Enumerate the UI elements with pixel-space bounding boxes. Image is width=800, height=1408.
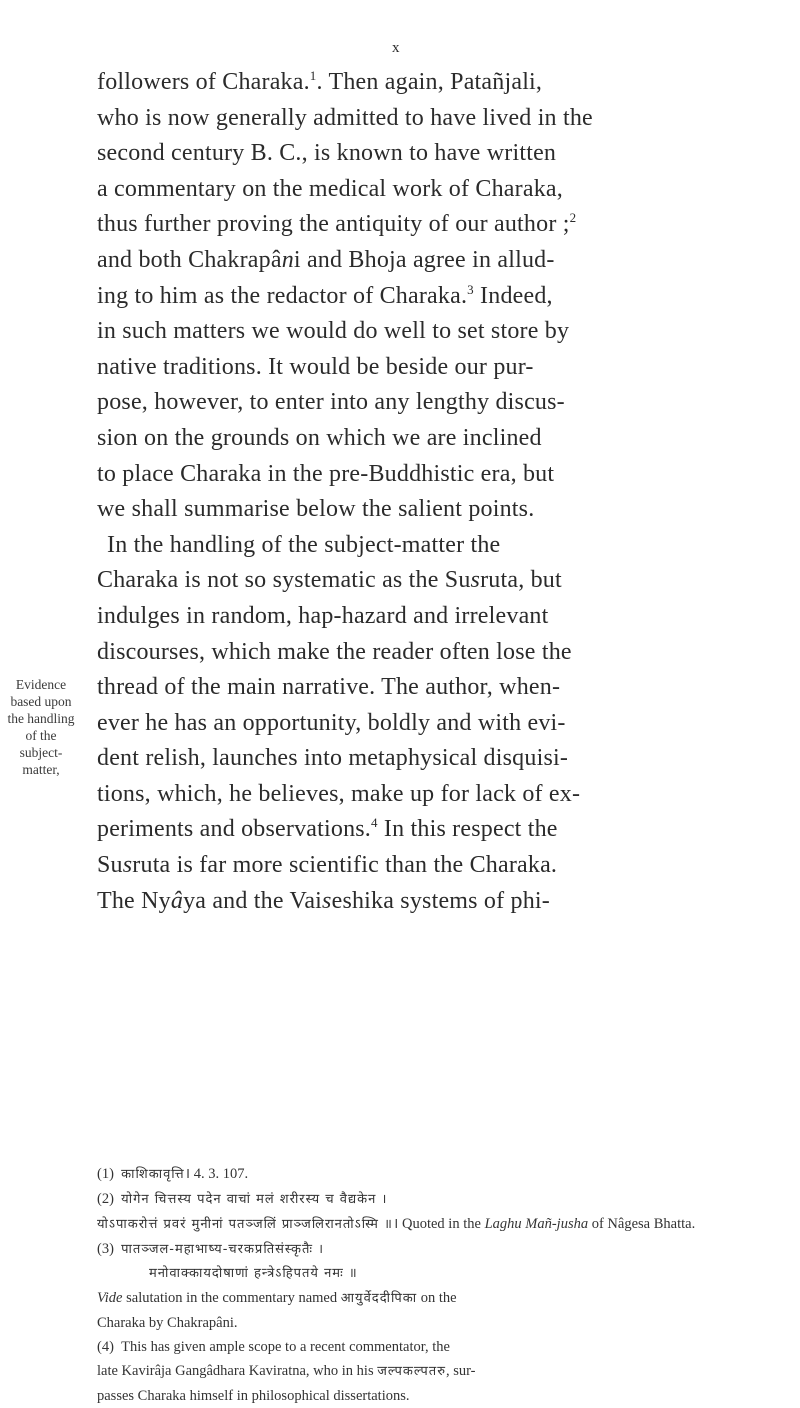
margin-note-line: of the subject- xyxy=(19,728,63,760)
text-line: native traditions. It would be beside our pur- xyxy=(97,353,534,380)
footnote-3-end: Charaka by Chakrapâni. xyxy=(97,1315,238,1331)
footnote-2: (2) योगेन चित्तस्य पदेन वाचां मलं शरीरस्य च वैद्यकेन । xyxy=(97,1191,388,1207)
footnotes xyxy=(97,1162,727,1408)
text-line: dent relish, launches into metaphysical disquisi- xyxy=(97,745,569,772)
margin-note-line: matter, xyxy=(22,762,60,777)
main-text xyxy=(97,65,727,919)
footnote-mark: 4 xyxy=(371,815,378,831)
footnote-mark: 3 xyxy=(467,281,474,297)
footnote-2-cont: योऽपाकरोत्तं प्रवरं मुनीनां पतञ्जलिं प्राञ्जलिरानतोऽस्मि ॥। Quoted in the Laghu Mañ-jusha of Nâgesa Bhatta. xyxy=(97,1216,696,1232)
text-line: indulges in random, hap-hazard and irrelevant xyxy=(97,602,549,629)
footnote-3: (3) पातञ्जल-महाभाष्य-चरकप्रतिसंस्कृतैः । xyxy=(97,1241,325,1257)
page-number: x xyxy=(392,40,401,56)
footnote-3-note: Vide salutation in the commentary named आयुर्वेददीपिका on the xyxy=(97,1290,457,1306)
footnote-4-end: passes Charaka himself in philosophical dissertations. xyxy=(97,1388,410,1404)
text-line: followers of Charaka.$^1$. Then again, Patañjali, xyxy=(97,68,543,95)
text-line: a commentary on the medical work of Charaka, xyxy=(97,175,563,202)
text-line: The Nyâya and the Vaiseshika systems of phi- xyxy=(97,887,550,914)
text-line: we shall summarise below the salient points. xyxy=(97,496,535,523)
text-line: periments and observations.$^4$ In this respect the xyxy=(97,815,558,843)
text-line: ing to him as the redactor of Charaka.$^3$ Indeed, xyxy=(97,281,553,309)
text-line: Charaka is not so systematic as the Susruta, but xyxy=(97,567,562,594)
footnote-mark: 2 xyxy=(569,210,577,226)
text-line: thread of the main narrative. The author, when- xyxy=(97,674,561,701)
text-line: thus further proving the antiquity of our author ;$^2$ xyxy=(97,210,577,238)
text-line: In the handling of the subject-matter the xyxy=(107,531,501,558)
text-line: in such matters we would do well to set store by xyxy=(97,318,570,345)
margin-note-line: the handling xyxy=(7,711,75,726)
margin-note xyxy=(6,676,76,778)
margin-note-line: Evidence xyxy=(15,677,67,692)
margin-note-line: based upon xyxy=(10,694,72,709)
footnote-4-cont: late Kavirâja Gangâdhara Kaviratna, who in his जल्पकल्पतरु, sur- xyxy=(97,1363,476,1379)
footnote-mark: 1 xyxy=(309,68,317,83)
footnote-1: (1) काशिकावृत्ति। 4. 3. 107. xyxy=(97,1166,249,1182)
text-line: who is now generally admitted to have lived in the xyxy=(97,104,593,131)
text-line: sion on the grounds on which we are inclined xyxy=(97,424,542,451)
footnote-3-verse: मनोवाक्कायदोषाणां हन्त्रेऽहिपतये नमः ॥ xyxy=(149,1266,358,1281)
text-line: ever he has an opportunity, boldly and with evi- xyxy=(97,709,566,736)
text-line: and both Chakrapâni and Bhoja agree in allud- xyxy=(97,246,555,273)
text-line: pose, however, to enter into any lengthy discus- xyxy=(97,389,565,416)
text-line: to place Charaka in the pre-Buddhistic era, but xyxy=(97,460,555,487)
text-line: tions, which, he believes, make up for lack of ex- xyxy=(97,780,581,807)
text-line: discourses, which make the reader often lose the xyxy=(97,638,572,665)
footnote-4: (4) This has given ample scope to a recent commentator, the xyxy=(97,1339,450,1355)
text-line: second century B. C., is known to have written xyxy=(97,140,557,167)
text-line: Susruta is far more scientific than the Charaka. xyxy=(97,852,558,879)
